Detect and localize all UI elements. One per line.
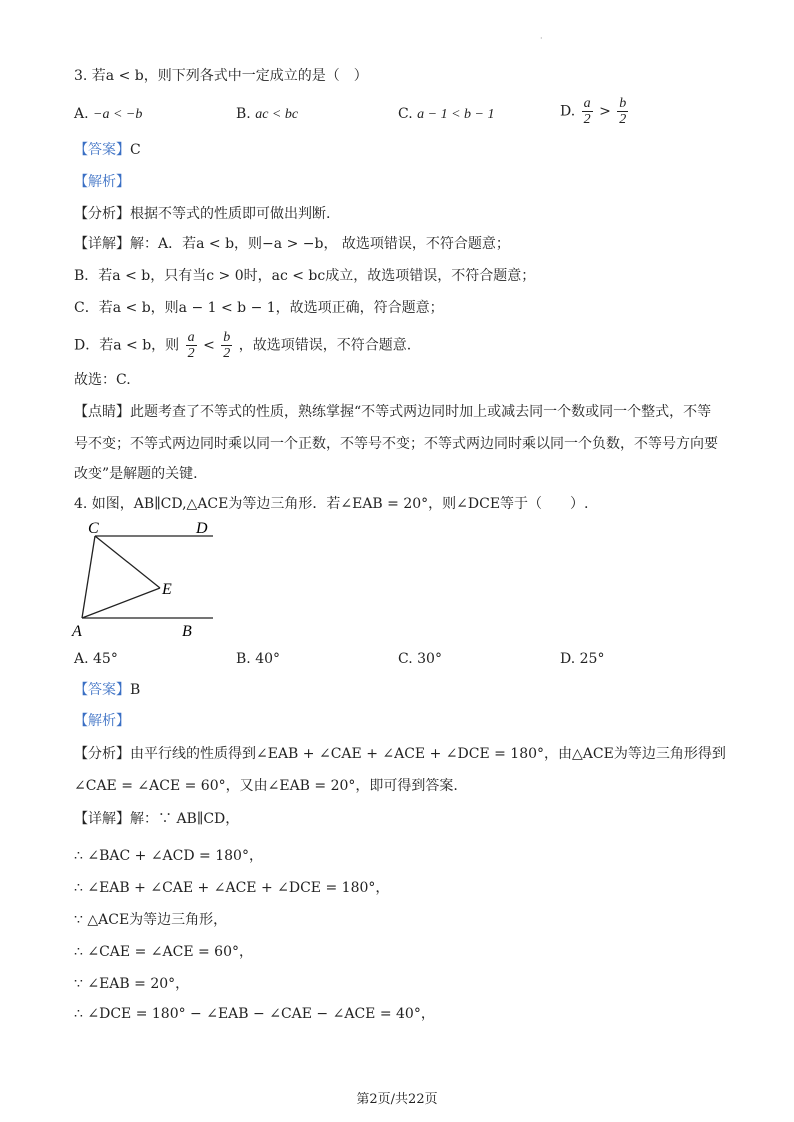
answer-tag: 【答案】 bbox=[74, 142, 130, 158]
fenxi-tag: 【分析】 bbox=[74, 746, 130, 762]
q3-comment-1 bbox=[74, 402, 711, 422]
q3-option-b bbox=[236, 104, 298, 125]
option-letter: D. bbox=[560, 103, 576, 120]
denominator: 2 bbox=[187, 346, 195, 361]
option-text: 40° bbox=[255, 651, 281, 667]
detail-tag: 【详解】 bbox=[74, 236, 130, 252]
label-d: D bbox=[196, 520, 208, 537]
label-c: C bbox=[88, 520, 99, 537]
numerator: a bbox=[187, 330, 195, 345]
comment-tag: 【点睛】 bbox=[74, 404, 130, 420]
segment-ae bbox=[82, 588, 160, 618]
q4-step-4: ∵ △ACE为等边三角形， bbox=[74, 912, 228, 928]
detail-text: 解：A．若a < b，则−a > −b， 故选项错误，不符合题意； bbox=[130, 236, 510, 252]
q4-detail-1 bbox=[74, 809, 239, 829]
fenxi-tag: 【分析】 bbox=[74, 206, 130, 222]
q3-option-d bbox=[560, 96, 630, 127]
label-e: E bbox=[162, 581, 172, 598]
fraction-a-over-2 bbox=[582, 96, 593, 127]
q4-step-6: ∵ ∠EAB = 20°， bbox=[74, 976, 190, 992]
option-letter: C. bbox=[398, 106, 413, 122]
q3-detail-c: C．若a < b，则a − 1 < b − 1，故选项正确，符合题意； bbox=[74, 300, 444, 316]
q3-answer bbox=[74, 140, 141, 160]
relation-sign: > bbox=[599, 103, 611, 120]
q3-comment-2: 号不变；不等式两边同时乘以同一个正数，不等号不变；不等式两边同时乘以同一个负数，不等号方向要 bbox=[74, 436, 718, 452]
q4-fenxi-1 bbox=[74, 744, 726, 764]
q4-option-a bbox=[74, 649, 118, 669]
option-letter: B. bbox=[236, 651, 251, 667]
q4-fenxi-2: ∠CAE = ∠ACE = 60°，又由∠EAB = 20°，即可得到答案. bbox=[74, 778, 458, 794]
analysis-tag: 【解析】 bbox=[74, 713, 130, 729]
q4-analysis-tag bbox=[74, 711, 130, 731]
detail-d-post: ，故选项错误，不符合题意. bbox=[238, 337, 412, 354]
option-text: −a < −b bbox=[93, 107, 143, 122]
q3-detail-b: B．若a < b，只有当c > 0时，ac < bc成立，故选项错误，不符合题意； bbox=[74, 268, 536, 284]
option-letter: B. bbox=[236, 106, 251, 122]
analysis-tag: 【解析】 bbox=[74, 174, 130, 190]
q4-answer bbox=[74, 680, 140, 700]
segment-ce bbox=[95, 536, 160, 588]
segment-ca bbox=[82, 536, 95, 618]
option-text: 45° bbox=[93, 651, 118, 667]
q4-option-c bbox=[398, 649, 442, 669]
option-letter: A. bbox=[74, 106, 89, 122]
q3-comment-3: 改变”是解题的关键. bbox=[74, 466, 198, 482]
option-text: ac < bc bbox=[255, 107, 299, 122]
label-b: B bbox=[182, 623, 192, 640]
corner-dot: · bbox=[540, 34, 543, 43]
q4-option-b bbox=[236, 649, 280, 669]
geometry-figure bbox=[68, 514, 228, 644]
numerator: b bbox=[223, 330, 231, 345]
page-footer: 第2页/共22页 bbox=[356, 1092, 438, 1107]
q4-step-2: ∴ ∠BAC + ∠ACD = 180°， bbox=[74, 848, 263, 864]
q4-stem: 4. 如图，AB∥CD,△ACE为等边三角形．若∠EAB = 20°，则∠DCE等于（ ）. bbox=[74, 496, 589, 512]
label-a: A bbox=[72, 623, 82, 640]
denominator: 2 bbox=[223, 346, 231, 361]
denominator: 2 bbox=[583, 112, 591, 127]
option-letter: A. bbox=[74, 651, 89, 667]
q3-analysis-tag bbox=[74, 172, 130, 192]
q4-step-7: ∴ ∠DCE = 180° − ∠EAB − ∠CAE − ∠ACE = 40°， bbox=[74, 1006, 435, 1022]
fraction-a-over-2 bbox=[186, 330, 197, 361]
numerator: b bbox=[619, 96, 627, 111]
numerator: a bbox=[583, 96, 591, 111]
option-letter: D. bbox=[560, 651, 576, 667]
relation-sign: < bbox=[203, 337, 215, 354]
denominator: 2 bbox=[619, 112, 627, 127]
q4-step-5: ∴ ∠CAE = ∠ACE = 60°， bbox=[74, 944, 253, 960]
option-text: 25° bbox=[579, 651, 605, 667]
detail-tag: 【详解】 bbox=[74, 811, 130, 827]
q3-detail-a bbox=[74, 234, 510, 254]
comment-text: 此题考查了不等式的性质，熟练掌握“不等式两边同时加上或减去同一个数或同一个整式，不等 bbox=[130, 404, 712, 420]
q4-step-3: ∴ ∠EAB + ∠CAE + ∠ACE + ∠DCE = 180°， bbox=[74, 880, 390, 896]
fraction-b-over-2 bbox=[617, 96, 628, 127]
answer-value: C bbox=[130, 142, 141, 158]
answer-tag: 【答案】 bbox=[74, 682, 130, 698]
q3-detail-d bbox=[74, 330, 411, 361]
answer-value: B bbox=[130, 682, 141, 698]
q3-fenxi bbox=[74, 204, 330, 224]
q3-option-a bbox=[74, 104, 142, 125]
q3-stem: 3. 若a < b，则下列各式中一定成立的是（ ） bbox=[74, 68, 368, 84]
fenxi-text: 根据不等式的性质即可做出判断. bbox=[130, 206, 331, 222]
detail-d-pre: D．若a < b，则 bbox=[74, 337, 180, 354]
fenxi-text: 由平行线的性质得到∠EAB + ∠CAE + ∠ACE + ∠DCE = 180°，由△ACE为等边三角形得到 bbox=[130, 746, 726, 762]
option-letter: C. bbox=[398, 651, 413, 667]
option-text: 30° bbox=[417, 651, 442, 667]
q3-choose: 故选：C. bbox=[74, 372, 131, 388]
q4-option-d bbox=[560, 649, 604, 669]
option-text: a − 1 < b − 1 bbox=[417, 107, 495, 122]
q3-option-c bbox=[398, 104, 494, 125]
detail-step: 解：∵ AB∥CD， bbox=[130, 811, 240, 827]
fraction-b-over-2 bbox=[221, 330, 232, 361]
